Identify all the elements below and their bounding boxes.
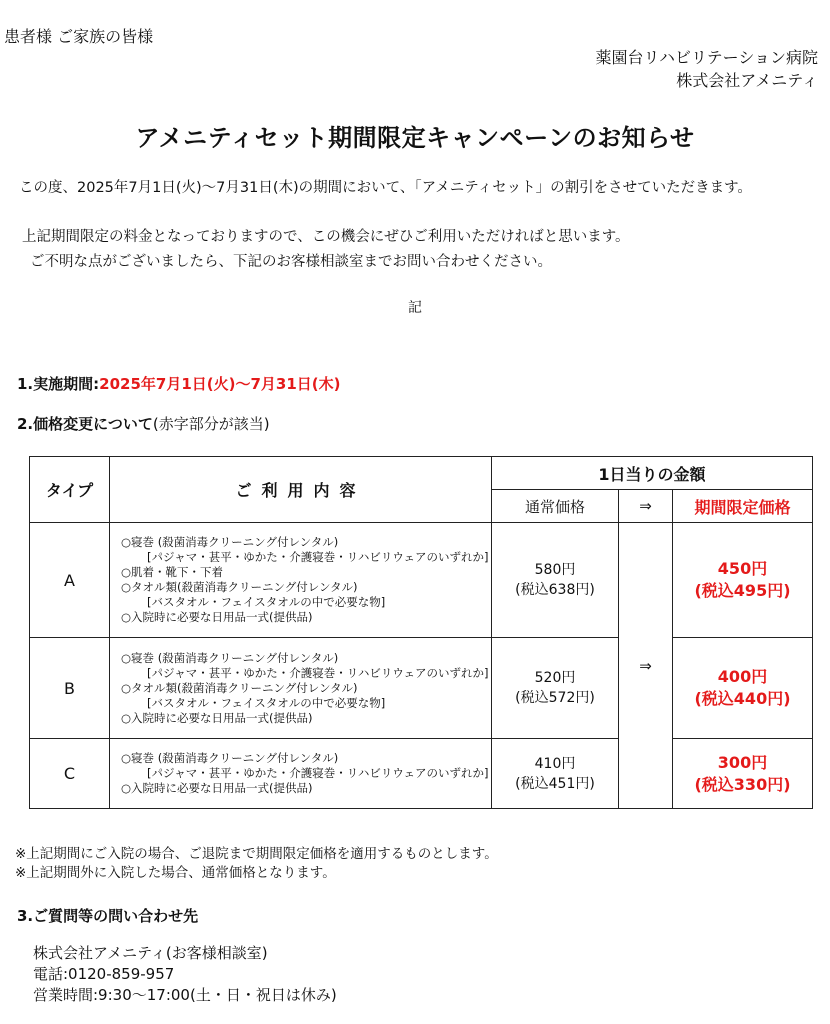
contents-subitem: [パジャマ・甚平・ゆかた・介護寝巻・リハビリウェアのいずれか] [147,550,489,564]
section-1-period: 2025年7月1日(火)～7月31日(木) [99,375,341,393]
promo-price: 300円 [717,752,768,772]
normal-price-cell [492,739,619,809]
promo-price: 400円 [717,667,768,686]
section-3-heading: 3.ご質問等の問い合わせ先 [17,907,199,925]
header-normal-price: 通常価格 [492,490,619,523]
normal-price-tax: (税込451円) [515,775,595,792]
normal-price-tax: (税込638円) [515,582,595,598]
contents-cell [110,739,492,809]
section-1-heading [17,373,341,394]
section-2-label: 2.価格変更について [17,415,153,433]
header-daily-price: 1日当りの金額 [492,457,813,490]
contents-item: ○肌着・靴下・下着 [121,565,224,579]
arrow-cell: ⇒ [619,523,673,809]
sender-company: 株式会社アメニティ [676,71,818,90]
contents-subitem: [バスタオル・フェイスタオルの中で必要な物] [147,695,386,710]
sender-hospital: 薬園台リハビリテーション病院 [595,48,818,67]
intro-line-2: 上記期間限定の料金となっておりますので、この機会にぜひご利用いただければと思います。 [22,229,630,245]
contents-item: ○タオル類(殺菌消毒クリーニング付レンタル) [121,580,358,594]
type-cell: B [30,638,110,739]
note-line: ※上記期間外に入院した場合、通常価格となります。 [15,865,336,881]
section-2-note: (赤字部分が該当) [152,415,270,433]
note-line: ※上記期間にご入院の場合、ご退院まで期間限定価格を適用するものとします。 [15,846,498,862]
intro-line-3: ご不明な点がございましたら、下記のお客様相談室までお問い合わせください。 [30,254,552,270]
contact-block [33,943,337,1006]
header-contents: ご利用内容 [110,457,492,523]
type-cell: C [30,739,110,809]
normal-price-cell [492,523,619,638]
contents-item: ○入院時に必要な日用品一式(提供品) [121,710,313,725]
normal-price-cell [492,638,619,739]
contact-company: 株式会社アメニティ(お客様相談室) [33,944,268,962]
promo-price-cell [673,638,813,739]
contents-cell [110,638,492,739]
contents-subitem: [パジャマ・甚平・ゆかた・介護寝巻・リハビリウェアのいずれか] [147,766,489,780]
header-type: タイプ [30,457,110,523]
page-title: アメニティセット期間限定キャンペーンのお知らせ [135,124,695,152]
contents-subitem: [バスタオル・フェイスタオルの中で必要な物] [147,595,386,609]
contents-item: ○寝巻 (殺菌消毒クリーニング付レンタル) [121,751,339,765]
table-row [30,523,813,638]
contents-item: ○タオル類(殺菌消毒クリーニング付レンタル) [121,680,358,695]
promo-price-tax: (税込330円) [694,774,791,794]
promo-price-tax: (税込440円) [694,689,791,708]
section-1-label: 1.実施期間: [17,375,100,393]
sender-block [595,46,818,92]
header-promo-price: 期間限定価格 [673,490,813,523]
promo-price-cell [673,739,813,809]
promo-price-tax: (税込495円) [694,581,791,600]
header-arrow: ⇒ [619,490,673,523]
normal-price: 520円 [534,670,576,686]
contents-cell [110,523,492,638]
table-row [30,638,813,739]
type-cell: A [30,523,110,638]
contents-item: ○入院時に必要な日用品一式(提供品) [121,610,313,624]
normal-price-tax: (税込572円) [515,690,595,706]
normal-price: 580円 [534,562,576,578]
contents-item: ○入院時に必要な日用品一式(提供品) [121,781,313,795]
promo-price-cell [673,523,813,638]
notes-block [15,845,498,883]
promo-price: 450円 [717,559,768,578]
table-row [30,739,813,809]
contact-phone: 電話:0120-859-957 [33,965,175,983]
contents-subitem: [パジャマ・甚平・ゆかた・介護寝巻・リハビリウェアのいずれか] [147,665,489,680]
section-2-heading [17,413,270,434]
contents-item: ○寝巻 (殺菌消毒クリーニング付レンタル) [121,535,339,549]
contents-item: ○寝巻 (殺菌消毒クリーニング付レンタル) [121,650,339,665]
intro-line-1: この度、2025年7月1日(火)～7月31日(木)の期間において、「アメニティセット」の割引をさせていただきます。 [19,180,752,196]
normal-price: 410円 [534,755,576,772]
price-table [29,456,813,809]
recipient-line: 患者様 ご家族の皆様 [4,27,154,46]
ki-marker: 記 [408,300,422,316]
contact-hours: 営業時間:9:30～17:00(土・日・祝日は休み) [33,986,337,1004]
